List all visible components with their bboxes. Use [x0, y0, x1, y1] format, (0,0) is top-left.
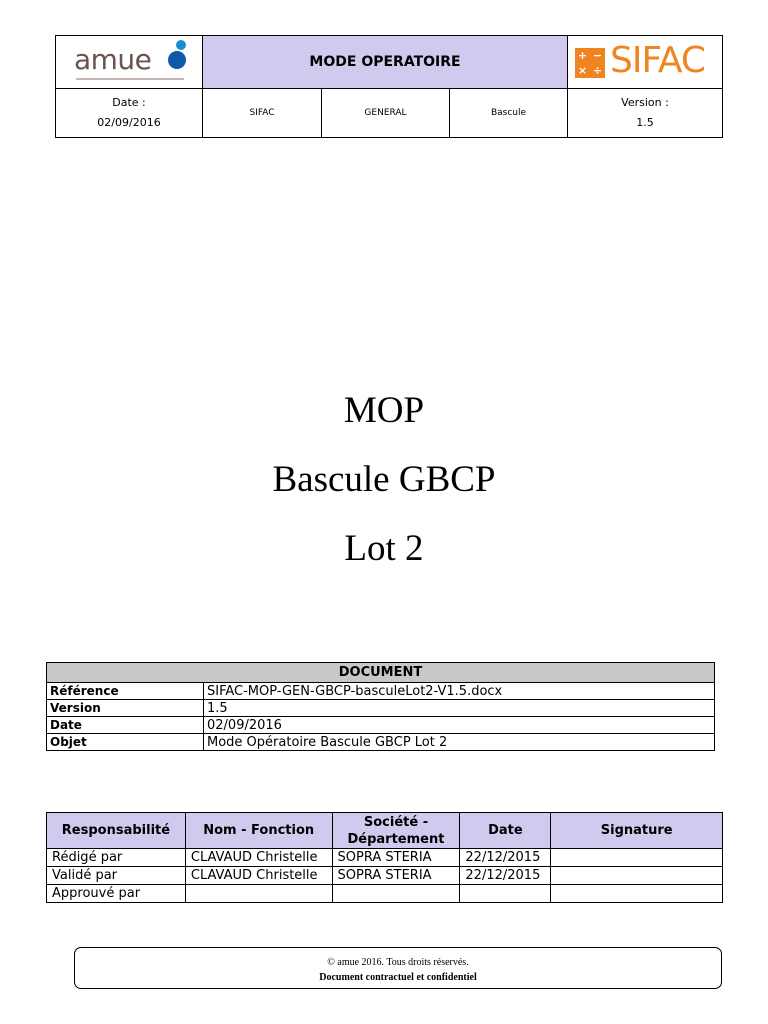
sifac-logo-text: SIFAC [610, 40, 706, 81]
amue-logo-underline [76, 78, 184, 80]
society-cell: SOPRA STERIA [332, 849, 460, 867]
version-value: 1.5 [204, 700, 715, 717]
footer-copyright: © amue 2016. Tous droits réservés. [327, 957, 469, 968]
table-row [47, 885, 723, 903]
date-header: Date [460, 813, 551, 849]
responsibility-cell: Approuvé par [47, 885, 186, 903]
calculator-icon: + − × ÷ [575, 48, 605, 78]
date-key: Date [47, 717, 204, 734]
table-row [47, 717, 715, 734]
society-cell: SOPRA STERIA [332, 867, 460, 885]
header-version-cell [568, 89, 722, 137]
table-row [47, 867, 723, 885]
date-value: 02/09/2016 [97, 116, 161, 129]
signature-cell [551, 867, 723, 885]
sifac-logo [568, 36, 722, 88]
footer-confidential: Document contractuel et confidentiel [319, 972, 477, 983]
signature-header: Signature [551, 813, 723, 849]
society-cell [332, 885, 460, 903]
header-topic-cell: Bascule [450, 89, 568, 137]
header-application-cell: SIFAC [203, 89, 322, 137]
document-info-table [46, 662, 715, 751]
header-top-row [56, 36, 722, 89]
title-line-1: MOP [343, 390, 425, 431]
document-title [0, 388, 768, 595]
header-info-row [56, 89, 722, 137]
document-info-heading: DOCUMENT [47, 663, 715, 683]
date-cell: 22/12/2015 [460, 867, 551, 885]
amue-logo-dot-small [176, 40, 186, 50]
table-row [47, 700, 715, 717]
date-cell [460, 885, 551, 903]
date-value: 02/09/2016 [204, 717, 715, 734]
title-line-2: Bascule GBCP [272, 459, 496, 500]
document-info-heading-row [47, 663, 715, 683]
name-cell: CLAVAUD Christelle [185, 849, 332, 867]
table-row [47, 849, 723, 867]
amue-logo-dot-large [168, 51, 186, 69]
table-row [47, 734, 715, 751]
signature-cell [551, 849, 723, 867]
name-cell: CLAVAUD Christelle [185, 867, 332, 885]
amue-logo-text: amue [74, 43, 152, 76]
responsibility-header: Responsabilité [47, 813, 186, 849]
version-key: Version [47, 700, 204, 717]
title-line-3: Lot 2 [344, 528, 424, 569]
responsibility-header-row [47, 813, 723, 849]
document-header [55, 35, 723, 138]
amue-logo [56, 36, 203, 88]
object-key: Objet [47, 734, 204, 751]
reference-key: Référence [47, 683, 204, 700]
date-cell: 22/12/2015 [460, 849, 551, 867]
header-title: MODE OPERATOIRE [203, 36, 568, 88]
name-function-header: Nom - Fonction [185, 813, 332, 849]
reference-value: SIFAC-MOP-GEN-GBCP-basculeLot2-V1.5.docx [204, 683, 715, 700]
object-value: Mode Opératoire Bascule GBCP Lot 2 [204, 734, 715, 751]
name-cell [185, 885, 332, 903]
signature-cell [551, 885, 723, 903]
responsibility-cell: Validé par [47, 867, 186, 885]
responsibility-cell: Rédigé par [47, 849, 186, 867]
header-date-cell [56, 89, 203, 137]
date-label: Date : [112, 96, 146, 109]
responsibility-table [46, 812, 723, 903]
table-row [47, 683, 715, 700]
version-value: 1.5 [636, 116, 654, 129]
header-domain-cell: GENERAL [322, 89, 450, 137]
page-footer [74, 947, 722, 989]
version-label: Version : [621, 96, 669, 109]
society-department-header: Société - Département [332, 813, 460, 849]
